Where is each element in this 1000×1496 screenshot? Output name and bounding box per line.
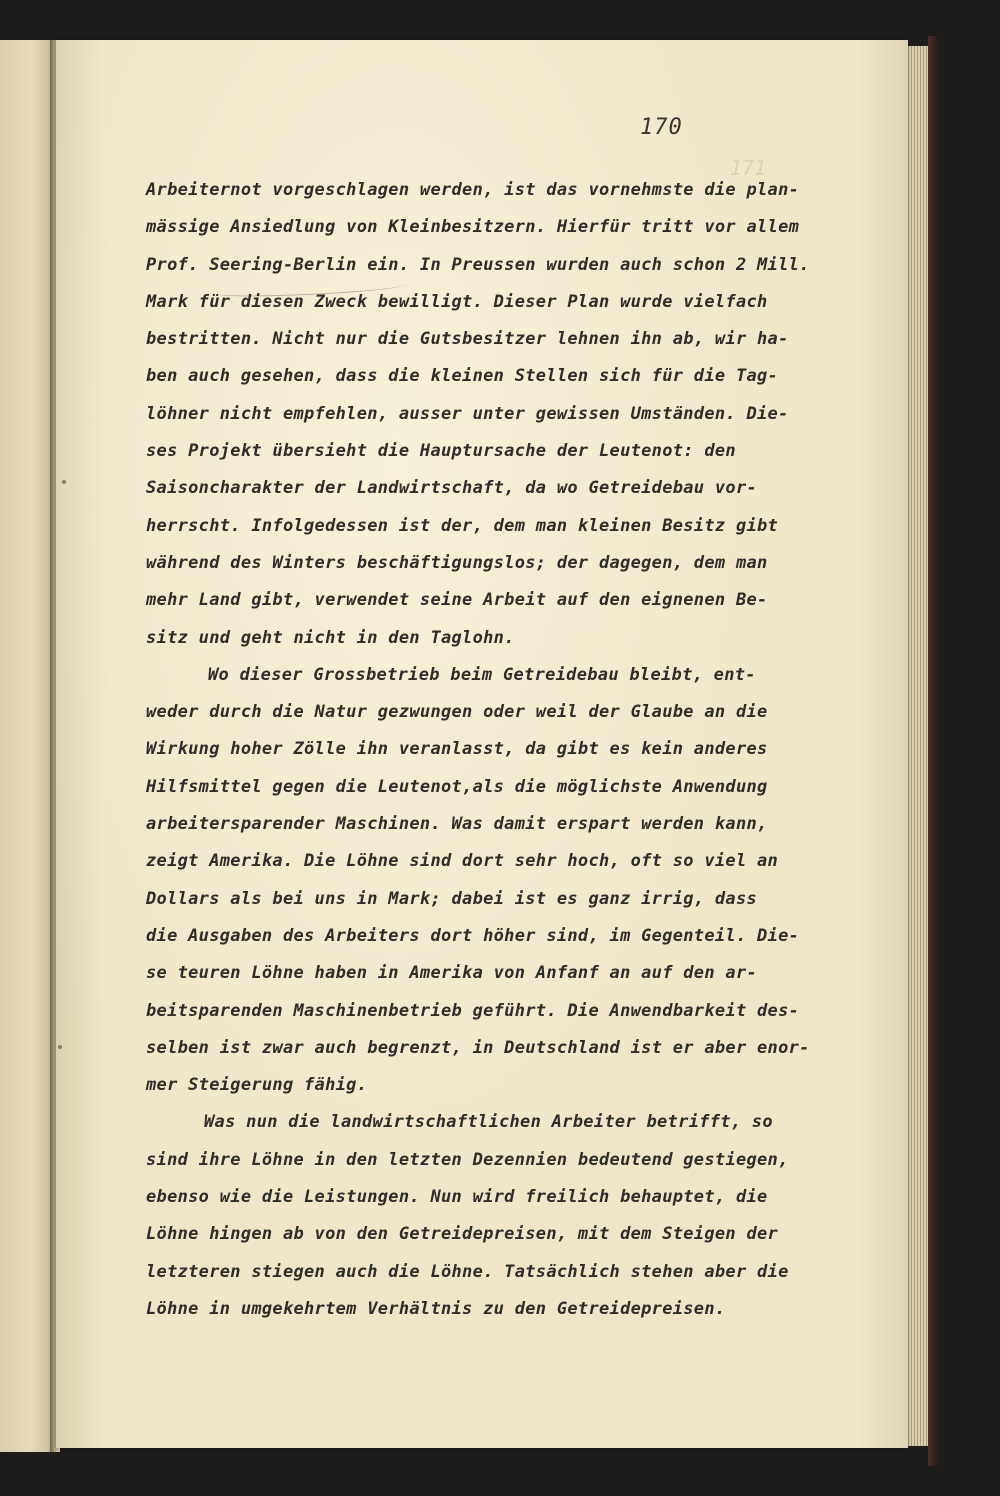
text-line: weder durch die Natur gezwungen oder weil der Glaube an die [146, 702, 768, 723]
text-line: Hilfsmittel gegen die Leutenot,als die möglichste Anwendung [146, 776, 768, 797]
text-line: sitz und geht nicht in den Taglohn. [146, 627, 515, 648]
text-line: arbeitersparender Maschinen. Was damit erspart werden kann, [146, 814, 768, 835]
text-line: ses Projekt übersieht die Hauptursache der Leutenot: den [146, 441, 736, 462]
text-line: Dollars als bei uns in Mark; dabei ist es ganz irrig, dass [146, 888, 758, 909]
margin-dot [58, 1045, 62, 1049]
text-line: Wirkung hoher Zölle ihn veranlasst, da gibt es kein anderes [146, 739, 768, 760]
text-line: löhner nicht empfehlen, ausser unter gewissen Umständen. Die- [146, 403, 789, 424]
text-line: bestritten. Nicht nur die Gutsbesitzer lehnen ihn ab, wir ha- [146, 329, 789, 350]
book-cover-edge [928, 36, 938, 1466]
text-line: Arbeiternot vorgeschlagen werden, ist das vornehmste die plan- [146, 180, 800, 200]
left-facing-page-edge [0, 40, 56, 1452]
text-line: sind ihre Löhne in den letzten Dezennien bedeutend gestiegen, [146, 1149, 789, 1170]
text-line: mehr Land gibt, verwendet seine Arbeit auf den eignenen Be- [146, 590, 768, 611]
text-line: selben ist zwar auch begrenzt, in Deutschland ist er aber enor- [146, 1037, 810, 1058]
text-line: beitsparenden Maschinenbetrieb geführt. Die Anwendbarkeit des- [146, 1000, 800, 1021]
text-line: Löhne hingen ab von den Getreidepreisen, mit dem Steigen der [146, 1224, 779, 1245]
text-line: herrscht. Infolgedessen ist der, dem man kleinen Besitz gibt [146, 515, 779, 536]
text-line: Löhne in umgekehrtem Verhältnis zu den Getreidepreisen. [146, 1298, 726, 1319]
body-text [146, 172, 866, 1328]
bleed-through-page-number: 171 [730, 156, 767, 180]
text-line: ben auch gesehen, dass die kleinen Stellen sich für die Tag- [146, 366, 779, 387]
text-line: Was nun die landwirtschaftlichen Arbeiter betrifft, so [204, 1112, 773, 1133]
text-line: Saisoncharakter der Landwirtschaft, da wo Getreidebau vor- [146, 478, 758, 499]
text-line: se teuren Löhne haben in Amerika von Anfanf an auf den ar- [146, 963, 758, 984]
text-line: die Ausgaben des Arbeiters dort höher sind, im Gegenteil. Die- [146, 925, 800, 946]
margin-dot [62, 480, 66, 484]
text-line: letzteren stiegen auch die Löhne. Tatsächlich stehen aber die [146, 1261, 789, 1282]
text-line: während des Winters beschäftigungslos; der dagegen, dem man [146, 552, 768, 573]
text-line: mer Steigerung fähig. [146, 1075, 368, 1096]
text-line: ebenso wie die Leistungen. Nun wird freilich behauptet, die [146, 1187, 768, 1208]
page-stack-edge [906, 46, 930, 1446]
text-line: zeigt Amerika. Die Löhne sind dort sehr hoch, oft so viel an [146, 851, 779, 872]
text-line: Mark für diesen Zweck bewilligt. Dieser Plan wurde vielfach [146, 291, 768, 312]
text-line: Prof. Seering-Berlin ein. In Preussen wurden auch schon 2 Mill. [146, 254, 810, 275]
page-number: 170 [640, 115, 683, 140]
text-line: mässige Ansiedlung von Kleinbesitzern. Hierfür tritt vor allem [146, 217, 800, 238]
text-line: Wo dieser Grossbetrieb beim Getreidebau bleibt, ent- [208, 664, 756, 685]
